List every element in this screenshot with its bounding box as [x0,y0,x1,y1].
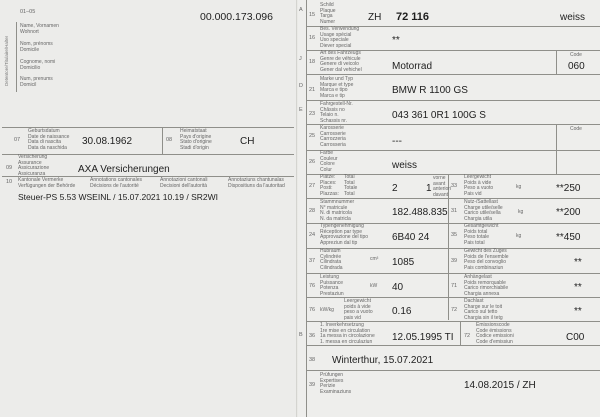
unladen-unit: kg [516,184,522,190]
right-page [298,0,600,417]
holder-label-de: Name, Vornamen Wohnort [20,23,59,35]
divider-38 [306,345,600,346]
body-labels: Karosserie Carrosserie Carrozzeria Carrosseria [320,125,346,148]
approval-num: 28 [309,208,316,214]
notes-num: 10 [6,179,13,185]
roof-load-num: 72 [451,307,458,313]
make-value: BMW R 1100 GS [392,85,468,96]
holder-label-fr: Nom, prénoms Domicile [20,41,53,53]
seats-front-value: 1 [426,183,432,194]
divider-origin [162,127,163,154]
displacement-unit: cm³ [370,256,379,262]
emission-labels: Emissionscode Code émissions Codice emissioni Code d'emissiun [476,322,514,345]
birth-date: 30.08.1962 [82,136,133,147]
holder-label-rm: Num, prenums Domicil [20,76,53,88]
total-weight-labels: Gesamtgewicht Poids total Peso totale Pais total [464,223,499,246]
plate-number: 72 116 [396,11,430,23]
body-value: --- [392,136,402,147]
make-num: 21 [309,87,316,93]
unladen-labels: Leergewicht Poids à vide Peso a vuoto Pais vid [464,174,494,197]
roof-load-value: ** [574,306,582,317]
code-column-line-2 [556,124,557,174]
power-labels: Leistung Puissance Potenza Prestaziun [320,274,344,297]
trailer-load-num: 71 [451,283,458,289]
displacement-value: 1085 [392,257,415,268]
plate-canton: ZH [368,12,382,23]
power-num: 76 [309,283,316,289]
color-labels: Farbe Couleur Colore Colur [320,150,338,173]
train-weight-value: ** [574,257,582,268]
emission-divider [460,321,461,345]
plate-num: 15 [309,12,316,18]
vehicle-type-labels: Art des Fahrzeugs Genre de véhicule Genere di veicolo Gener dal vehichel [320,50,362,73]
inspection-labels: Prüfungen Expertises Perizie Examinaziuns [320,372,352,395]
vehicle-type-code: 060 [568,61,585,72]
place-date-num: 38 [309,357,316,363]
first-reg-num: 36 [309,333,316,339]
seats-num: 27 [309,183,316,189]
seats-total-labels: Total Total Totale Total [344,174,358,197]
chassis-num: 23 [309,111,316,117]
seats-total-value: 2 [392,183,398,194]
make-labels: Marke und Typ Marque et type Marca e tipo Marca e tip [320,76,354,99]
notes-label-it: Annotazioni cantonali Decisioni dell'autorità [160,177,208,189]
displacement-num: 37 [309,258,316,264]
chassis-letter: E [299,107,303,113]
power-unit: kW [370,283,378,289]
first-reg-letter: B [299,332,303,338]
power-ratio-num: 76 [309,307,316,313]
chassis-value: 043 361 0R1 100G S [392,110,486,121]
reference-number: 00.000.173.096 [200,11,273,23]
power-ratio-value: 0.16 [392,306,412,317]
place-date-value: Winterthur, 15.07.2021 [332,355,434,366]
payload-value: **200 [556,207,581,218]
plate-color: weiss [560,12,586,23]
total-weight-value: **450 [556,232,581,243]
total-weight-num: 35 [451,232,458,238]
holder-divider [16,22,17,92]
type-approval-value: 6B40 24 [392,232,430,243]
notes-value: Steuer-PS 5.53 WSEINL / 15.07.2021 10.19 / SR2WI [18,192,219,202]
insurance-num: 09 [6,165,13,171]
vehicle-type-code-label: Code [570,52,582,58]
vehicle-type-letter: J [299,56,302,62]
inspection-value: 14.08.2015 / ZH [464,380,536,391]
insurance-company: AXA Versicherungen [78,164,170,175]
notes-label-fr: Annotations cantonales Décisions de l'autorité [90,177,142,189]
power-value: 40 [392,282,404,293]
birth-num: 07 [14,137,21,143]
payload-unit: kg [518,209,524,215]
plate-labels: Schild Plaque Targa Numer [320,2,336,25]
code-column-line [556,50,557,74]
train-weight-num: 39 [451,258,458,264]
special-use-num: 16 [309,35,316,41]
seats-labels: Plätze: Places: Posti: Plazzas: [320,174,339,197]
make-letter: D [299,83,303,89]
payload-labels: Nutz-/Sattellast Charge utile/selle Carico utile/sella Chargia utila [464,199,503,222]
notes-label-de: Kantonale Vermerke Verfügungen der Behörde [18,177,76,189]
holder-side-label: Detentore/Titulaire/Halter [4,35,9,86]
birth-labels: Geburtsdatum Date de naissance Data di nascita Data da naschida [28,128,70,151]
vehicle-type-num: 18 [309,59,316,65]
roof-load-labels: Dachlast Charge sur le toit Carico sul tetto Chargia sin il tetg [464,298,503,321]
special-use-value: ** [392,35,400,46]
color-num: 26 [309,159,316,165]
origin-labels: Heimatstaat Pays d'origine Stato d'origine Stadi d'origin [180,128,212,151]
emission-num: 72 [464,333,471,339]
approval-labels: Stammnummer N° matricule N. di matricola N. da matricla [320,199,355,222]
origin-num: 08 [166,137,173,143]
unladen-num: 33 [451,183,458,189]
color-value: weiss [392,160,418,171]
vehicle-type-value: Motorrad [392,61,433,72]
trailer-load-value: ** [574,282,582,293]
emission-value: C00 [566,332,585,343]
holder-label-it: Cognome, nomi Domicilio [20,59,56,71]
origin-country: CH [240,136,255,147]
divider-21 [306,74,600,75]
insurance-labels: Versicherung Assurance Assicurazione Assicuranza [18,154,50,177]
payload-num: 31 [451,208,458,214]
special-use-labels: Bes. Verwendung Usage spécial Uso speciale Diever special [320,26,360,49]
unladen-value: **250 [556,183,581,194]
divider-25 [306,124,600,125]
inspection-num: 39 [309,382,316,388]
chassis-labels: Fahrgestell-Nr. Châssis no Telaio n. Schassis nr. [320,101,353,124]
right-margin-line [306,0,307,417]
divider-39 [306,370,600,371]
seats-front-labels: vorne avant anteriori davant [433,175,452,198]
displacement-labels: Hubraum Cylindrée Cilindrata Cilindrada [320,248,343,271]
first-reg-value: 12.05.1995 TI [392,332,454,343]
left-page [0,0,298,417]
divider-76 [306,273,600,274]
body-num: 25 [309,133,316,139]
approval-value: 182.488.835 [392,207,448,218]
first-reg-labels: 1. Inverkehrsetzung 1re mise en circulation 1a messa in circolazione 1. messa en circulaziun [320,322,375,345]
type-approval-num: 24 [309,232,316,238]
power-ratio-unit: kW/kg [320,307,334,313]
power-ratio-labels: Leergewicht poids à vide peso a vuoto pais vid [344,298,373,321]
body-code-label: Code [570,126,582,132]
plate-letter: A [299,7,303,13]
top-code: 01–05 [20,9,36,15]
notes-label-rm: Annotaziuns chantunalas Dispositiuns da l'autoritad [228,177,285,189]
total-weight-unit: kg [516,233,522,239]
train-weight-labels: Gewicht des Zuges Poids de l'ensemble Peso del convoglio Pais combinaziun [464,248,509,271]
type-approval-labels: Typengenehmigung Réception par type Approvazione del tipo Appreziun dal tip [320,223,369,246]
trailer-load-labels: Anhängelast Poids remorquable Carico rimorchiabile Chargia annexa [464,274,509,297]
